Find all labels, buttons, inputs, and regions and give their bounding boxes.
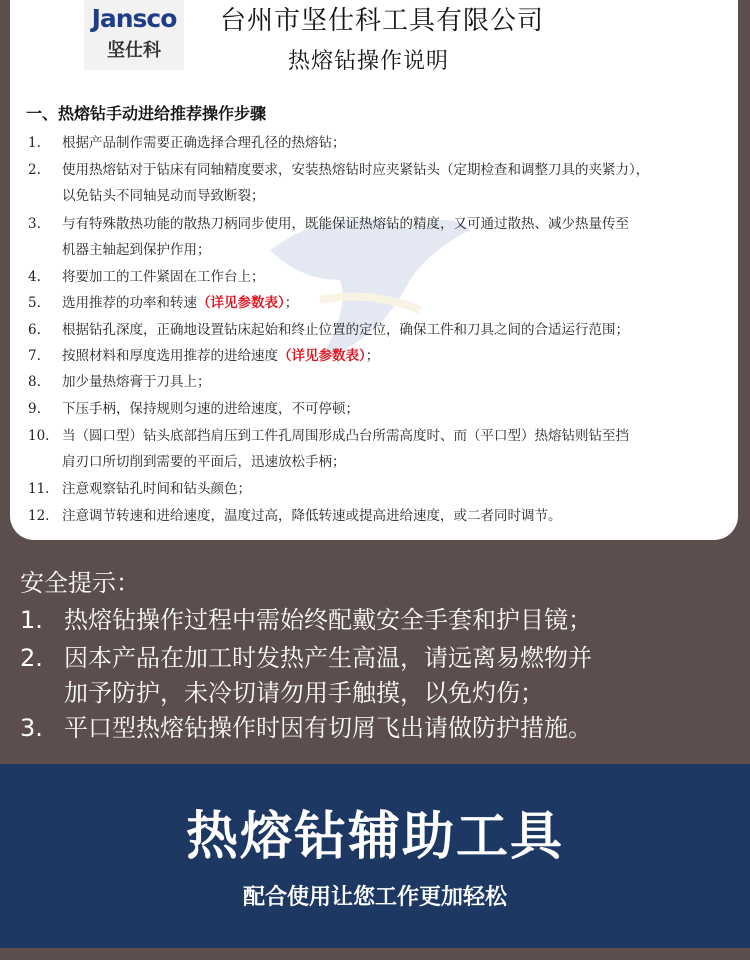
parameter-table-note: （详见参数表）	[278, 348, 366, 364]
logo-english-text: Jansco	[91, 4, 177, 33]
step-number: 8.	[28, 374, 41, 390]
step-number: 10.	[28, 428, 50, 444]
step-item	[28, 157, 728, 209]
step-number: 1.	[28, 135, 41, 151]
document-title: 热熔钻操作说明	[288, 49, 450, 74]
step-number: 6.	[28, 322, 41, 338]
step-number: 11.	[28, 481, 50, 497]
step-number: 2.	[28, 162, 41, 178]
step-item	[28, 423, 728, 475]
banner-title: 热熔钻辅助工具	[185, 806, 564, 867]
step-text: 使用热熔钻对于钻床有同轴精度要求，安装热熔钻时应夹紧钻头（定期检查和调整刀具的夹紧力），	[62, 162, 650, 178]
step-number: 4.	[28, 269, 41, 285]
step-text-end: ；	[365, 348, 380, 364]
safety-text: 平口型热熔钻操作时因有切屑飞出请做防护措施。	[64, 714, 592, 742]
step-text: 根据产品制作需要正确选择合理孔径的热熔钻；	[62, 135, 346, 151]
step-number: 5.	[28, 295, 41, 311]
safety-number: 3.	[20, 714, 43, 742]
step-item	[28, 290, 728, 316]
safety-item	[20, 708, 592, 743]
safety-number: 2.	[20, 644, 43, 672]
step-item	[28, 503, 728, 529]
safety-item	[20, 600, 592, 635]
step-text: 选用推荐的功率和转速	[62, 295, 197, 311]
safety-title: 安全提示：	[20, 569, 140, 597]
step-number: 9.	[28, 401, 41, 417]
company-name: 台州市坚仕科工具有限公司	[220, 6, 545, 36]
step-text: 加少量热熔膏于刀具上；	[62, 374, 211, 390]
step-item	[28, 396, 728, 422]
step-text: 将要加工的工件紧固在工作台上；	[62, 269, 265, 285]
step-text: 下压手柄，保持规则匀速的进给速度，不可停顿；	[62, 401, 359, 417]
parameter-table-note: （详见参数表）	[197, 295, 285, 311]
step-text-continued: 肩刃口所切削到需要的平面后，迅速放松手柄；	[62, 454, 346, 470]
step-item	[28, 211, 728, 263]
step-text: 根据钻孔深度，正确地设置钻床起始和终止位置的定位，确保工件和刀具之间的合适运行范围；	[62, 322, 629, 338]
company-logo	[84, 0, 184, 70]
instruction-card	[10, 0, 738, 540]
step-number: 7.	[28, 348, 41, 364]
step-item	[28, 343, 728, 369]
step-number: 12.	[28, 508, 50, 524]
step-item	[28, 369, 728, 395]
step-item	[28, 476, 728, 502]
step-text-continued: 以免钻头不同轴晃动而导致断裂；	[62, 188, 265, 204]
step-number: 3.	[28, 216, 41, 232]
step-item	[28, 130, 728, 156]
safety-text-continued: 加予防护，未冷切请勿用手触摸，以免灼伤；	[64, 679, 544, 707]
safety-item	[20, 638, 592, 673]
step-text-continued: 机器主轴起到保护作用；	[62, 242, 211, 258]
banner-subtitle: 配合使用让您工作更加轻松	[242, 884, 507, 910]
step-text: 按照材料和厚度选用推荐的进给速度	[62, 348, 278, 364]
step-text: 注意调节转速和进给速度，温度过高，降低转速或提高进给速度，或二者同时调节。	[62, 508, 562, 524]
logo-chinese-text: 坚仕科	[107, 40, 161, 61]
safety-text: 因本产品在加工时发热产生高温，请远离易燃物并	[64, 644, 592, 672]
step-text: 注意观察钻孔时间和钻头颜色；	[62, 481, 251, 497]
safety-text: 热熔钻操作过程中需始终配戴安全手套和护目镜；	[64, 606, 592, 634]
step-text: 与有特殊散热功能的散热刀柄同步使用，既能保证热熔钻的精度，又可通过散热、减少热量传至	[62, 216, 629, 232]
safety-number: 1.	[20, 606, 43, 634]
step-item	[28, 317, 728, 343]
step-item	[28, 264, 728, 290]
bottom-strip	[0, 948, 750, 960]
step-text-end: ；	[284, 295, 299, 311]
step-text: 当（圆口型）钻头底部挡肩压到工件孔周围形成凸台所需高度时、而（平口型）热熔钻则钻至挡	[62, 428, 629, 444]
section-title: 一、热熔钻手动进给推荐操作步骤	[26, 104, 267, 123]
